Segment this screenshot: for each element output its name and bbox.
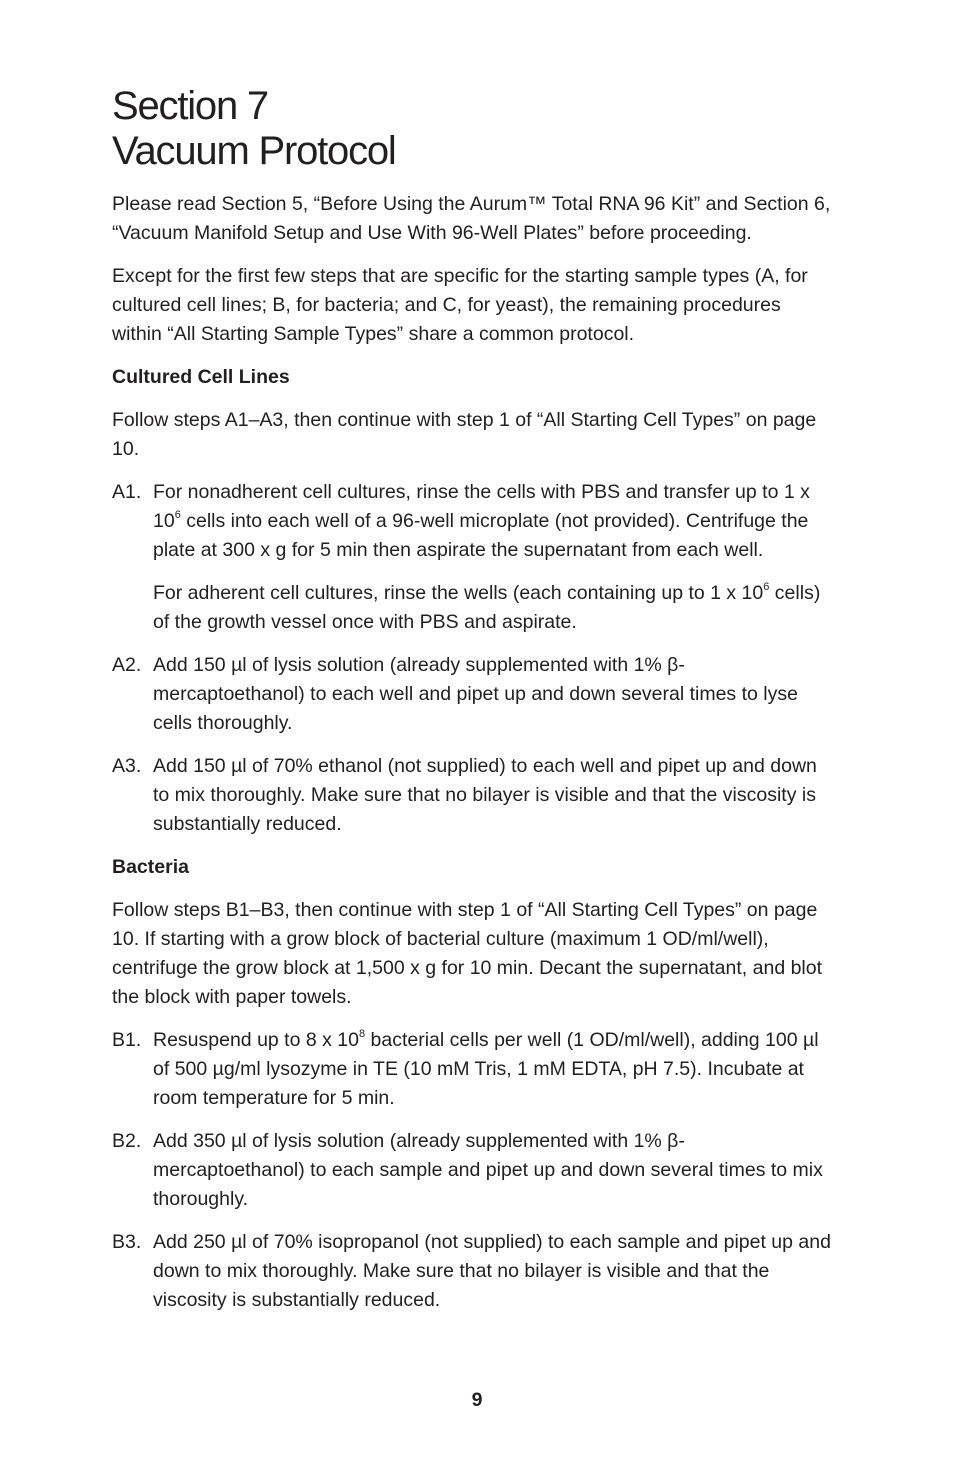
step-text: Add 150 µl of lysis solution (already supplemented with 1% β-mercaptoethanol) to each well and pipet up and down several times to lyse cells thoroughly. xyxy=(153,654,798,734)
step-text: Resuspend up to 8 x $10^8$ bacterial cells per well (1 OD/ml/well), adding 100 µl of 500 µg/ml lysozyme in TE (10 mM Tris, 1 mM EDTA, pH 7.5). Incubate at room temperature for 5 min. xyxy=(153,1028,819,1109)
step-number: A2. xyxy=(112,654,142,676)
step-a2 xyxy=(112,651,832,738)
cultured-cells-heading: Cultured Cell Lines xyxy=(112,366,290,388)
bacteria-lead: Follow steps B1–B3, then continue with step 1 of “All Starting Cell Types” on page 10. If starting with a grow block of bacterial culture (maximum 1 OD/ml/well), centrifuge the grow block at 1,500 x g for 10 min. Decant the supernatant, and blot the block with paper towels. xyxy=(112,899,823,1008)
page-number: 9 xyxy=(471,1389,483,1411)
section-label: Section 7 xyxy=(112,84,268,128)
step-text: Add 250 µl of 70% isopropanol (not supplied) to each sample and pipet up and down to mix thoroughly. Make sure that no bilayer is visible and that the viscosity is substantially reduced. xyxy=(153,1231,831,1311)
step-number: B3. xyxy=(112,1231,142,1253)
step-number: B1. xyxy=(112,1029,142,1051)
step-number: A1. xyxy=(112,481,142,503)
step-b1 xyxy=(112,1026,832,1113)
step-number: A3. xyxy=(112,755,142,777)
step-a1-adherent: For adherent cell cultures, rinse the wells (each containing up to 1 x $10^6$ cells) of the growth vessel once with PBS and aspirate. xyxy=(153,581,821,633)
intro-paragraph-2: Except for the first few steps that are specific for the starting sample types (A, for cultured cell lines; B, for bacteria; and C, for yeast), the remaining procedures within “All Starting Sample Types” share a common protocol. xyxy=(112,265,808,345)
step-text: Add 150 µl of 70% ethanol (not supplied) to each well and pipet up and down to mix thoroughly. Make sure that no bilayer is visible and that the viscosity is substantially reduced. xyxy=(153,755,817,835)
page-title: Vacuum Protocol xyxy=(112,129,396,173)
step-text: Add 350 µl of lysis solution (already supplemented with 1% β-mercaptoethanol) to each sample and pipet up and down several times to mix thoroughly. xyxy=(153,1130,823,1210)
cultured-cells-lead: Follow steps A1–A3, then continue with step 1 of “All Starting Cell Types” on page 10. xyxy=(112,409,817,460)
step-number: B2. xyxy=(112,1130,142,1152)
bacteria-heading: Bacteria xyxy=(112,856,189,878)
step-b3 xyxy=(112,1228,832,1315)
step-a3 xyxy=(112,752,832,839)
step-a1 xyxy=(112,478,832,637)
page-content xyxy=(112,84,832,1315)
step-a1-nonadherent: For nonadherent cell cultures, rinse the cells with PBS and transfer up to 1 x $10^6$ cells into each well of a 96-well microplate (not provided). Centrifuge the plate at 300 x g for 5 min then aspirate the supernatant from each well. xyxy=(153,481,810,561)
intro-paragraph-1: Please read Section 5, “Before Using the Aurum™ Total RNA 96 Kit” and Section 6, “Vacuum Manifold Setup and Use With 96-Well Plates” before proceeding. xyxy=(112,193,831,244)
step-b2 xyxy=(112,1127,832,1214)
